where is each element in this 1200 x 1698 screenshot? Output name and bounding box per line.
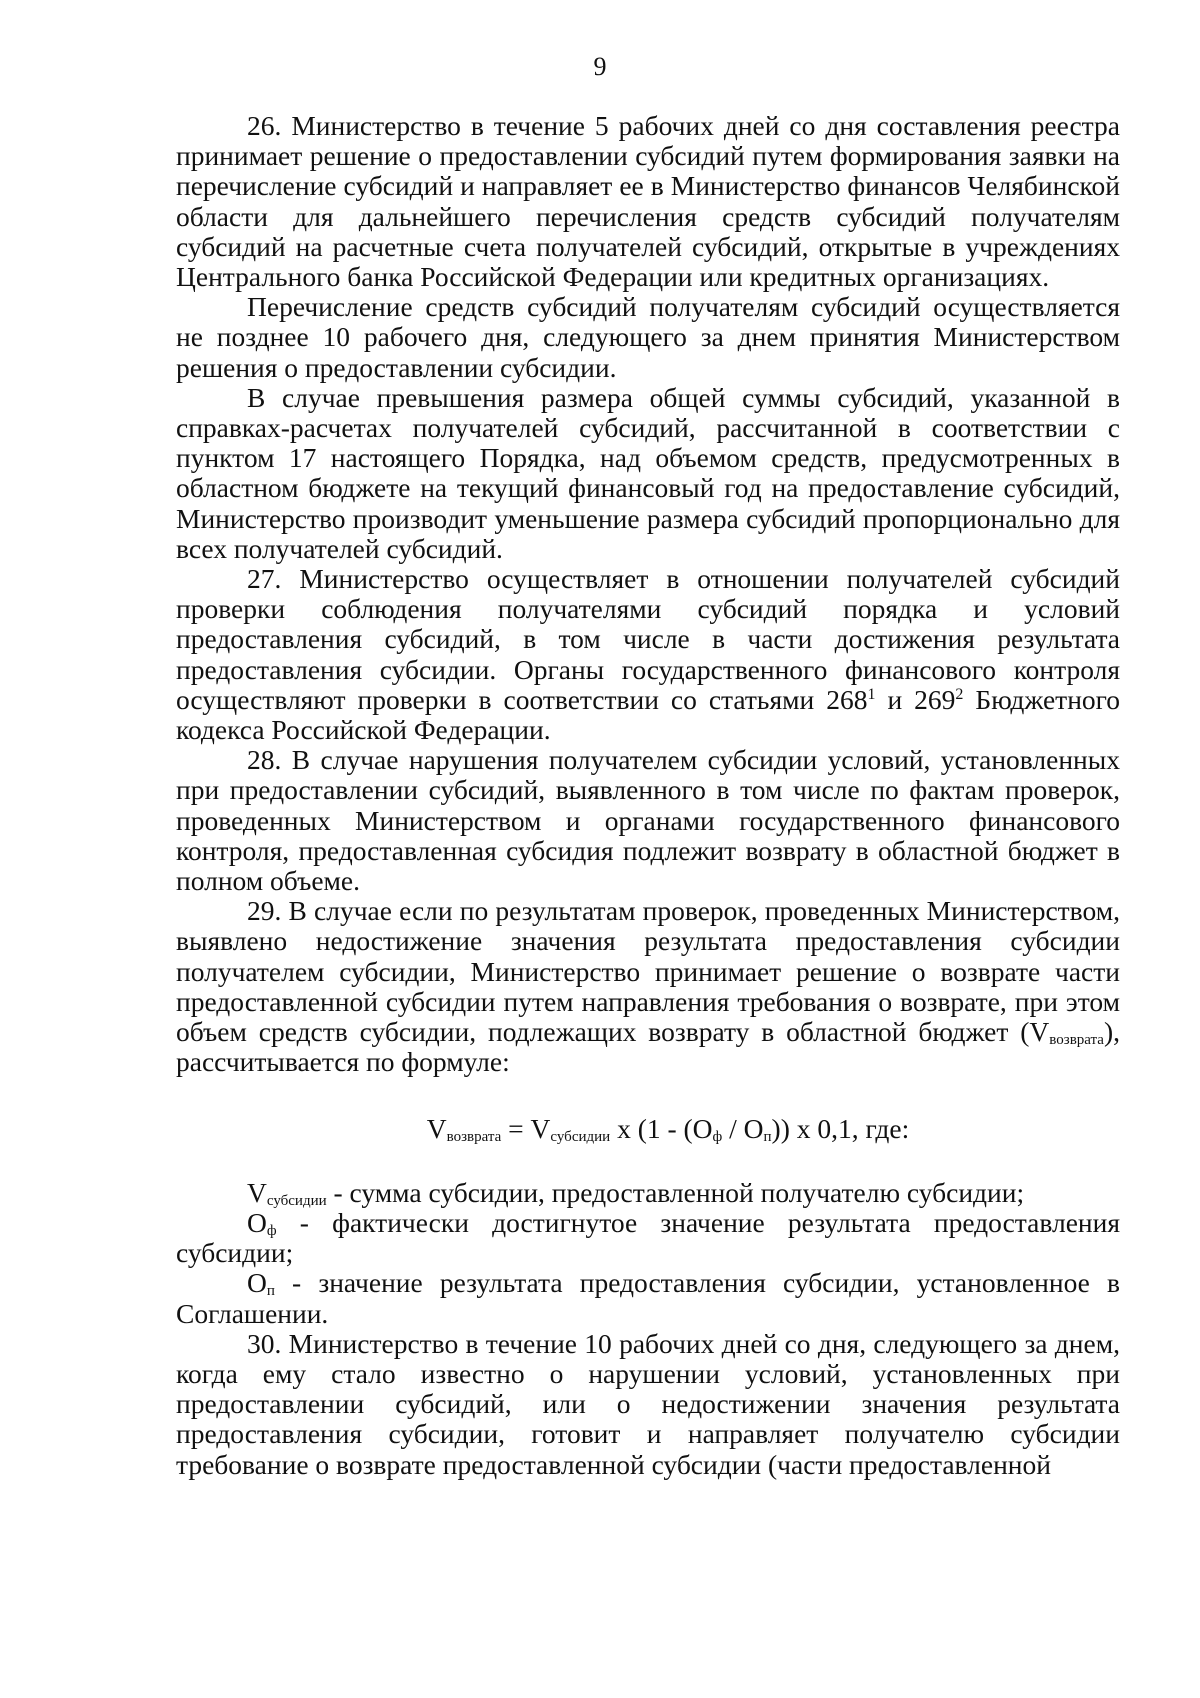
- definition-symbol-subscript: п: [266, 1283, 275, 1300]
- definition-symbol: [247, 1177, 327, 1208]
- paragraph-27-text: 27. Министерство осуществляет в отношении получателей субсидий проверки соблюдения получателями субсидий порядка и условий предоставления субсидий, в том числе в части достижения результата предоставления субсидии. Органы государственного финансового контроля осуществляют проверки в соответствии со статьями 268: [176, 563, 1120, 715]
- paragraph-29-text: 29. В случае если по результатам проверок, проведенных Министерством, выявлено недостижение значения результата предоставления субсидии получателем субсидии, Министерство принимает решение о возврате части предоставленной субсидии путем направления требования о возврате, при этом объем средств субсидии, подлежащих возврату в областной бюджет (V: [176, 895, 1120, 1048]
- formula-equals: =: [501, 1112, 531, 1144]
- formula-v-subsidy-subscript: субсидии: [550, 1128, 611, 1145]
- formula-v-return: V: [426, 1112, 447, 1144]
- definition-symbol-subscript: ф: [266, 1222, 277, 1239]
- definition-o-p: [176, 1268, 1120, 1328]
- paragraph-26-excess: В случае превышения размера общей суммы субсидий, указанной в справках-расчетах получателей субсидий, рассчитанной в соответствии с пунктом 17 настоящего Порядка, над объемом средств, предусмотренных в областном бюджете на текущий финансовый год на предоставление субсидий, Министерство производит уменьшение размера субсидий пропорционально для всех получателей субсидий.: [176, 381, 1120, 564]
- definition-symbol-letter: V: [247, 1176, 267, 1208]
- formula-slash: / O: [722, 1112, 764, 1144]
- definition-text: - значение результата предоставления субсидии, установленное в Соглашении.: [176, 1267, 1120, 1329]
- document-body: [176, 111, 1120, 1480]
- formula-v-subsidy: V: [530, 1112, 551, 1144]
- v-return-subscript: возврата: [1049, 1032, 1104, 1049]
- definition-symbol-subscript: субсидии: [266, 1192, 327, 1209]
- formula-end: )) x 0,1, где:: [771, 1112, 910, 1144]
- paragraph-29-end: ), рассчитывается по формуле:: [176, 1016, 1120, 1078]
- definition-symbol: [247, 1207, 277, 1238]
- formula-v-return-subscript: возврата: [446, 1128, 502, 1145]
- paragraph-26: 26. Министерство в течение 5 рабочих дней со дня составления реестра принимает решение о предоставлении субсидий путем формирования заявки на перечисление субсидий и направляет ее в Министерство финансов Челябинской области для дальнейшего перечисления средств субсидий получателям субсидий на расчетные счета получателей субсидий, открытые в учреждениях Центрального банка Российской Федерации или кредитных организациях.: [176, 110, 1120, 293]
- return-formula: [176, 1114, 1120, 1144]
- paragraph-27: [176, 564, 1120, 745]
- formula-middle: x (1 - (O: [610, 1112, 713, 1144]
- paragraph-30: 30. Министерство в течение 10 рабочих дней со дня, следующего за днем, когда ему стало известно о нарушении условий, установленных при предоставлении субсидий, или о недостижении значения результата предоставления субсидии, готовит и направляет получателю субсидии требование о возврате предоставленной субсидии (части предоставленной: [176, 1327, 1120, 1480]
- formula-o-f-subscript: ф: [712, 1128, 723, 1145]
- definition-text: - фактически достигнутое значение результата предоставления субсидии;: [176, 1206, 1120, 1269]
- formula-o-p-subscript: п: [763, 1128, 772, 1145]
- definition-o-f: [176, 1208, 1120, 1268]
- paragraph-28: 28. В случае нарушения получателем субсидии условий, установленных при предоставлении субсидий, выявленного в том числе по фактам проверок, проведенных Министерством и органами государственного финансового контроля, предоставленная субсидия подлежит возврату в областной бюджет в полном объеме.: [176, 744, 1120, 897]
- definition-text: - сумма субсидии, предоставленной получателю субсидии;: [326, 1176, 1025, 1208]
- paragraph-29: [176, 896, 1120, 1077]
- definition-symbol-letter: O: [247, 1267, 267, 1299]
- definition-v-subsidy: [176, 1178, 1120, 1208]
- definition-symbol-letter: O: [247, 1206, 267, 1238]
- paragraph-27-and: и 269: [875, 683, 956, 715]
- page-number: 9: [593, 52, 607, 81]
- paragraph-26-transfer: Перечисление средств субсидий получателям субсидий осуществляется не позднее 10 рабочего дня, следующего за днем принятия Министерством решения о предоставлении субсидии.: [176, 291, 1120, 383]
- definition-symbol: [247, 1267, 275, 1298]
- article-268-superscript: 1: [867, 685, 876, 703]
- article-269-superscript: 2: [955, 685, 964, 703]
- paragraph-27-end: Бюджетного кодекса Российской Федерации.: [176, 683, 1121, 746]
